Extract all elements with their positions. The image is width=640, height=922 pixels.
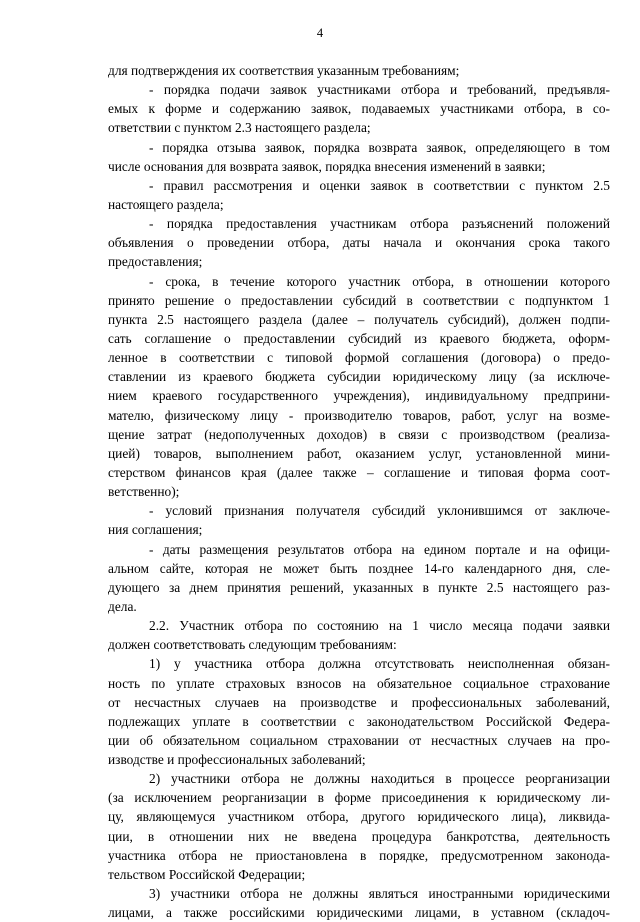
text-line: для подтверждения их соответствия указанным требованиям; — [108, 63, 460, 78]
text-line: стерством финансов края (далее также – соглашение и типовая форма соот- — [108, 464, 610, 480]
text-line: щение затрат (недополученных доходов) в связи с производством (реализа- — [108, 426, 610, 442]
document-body — [108, 61, 610, 922]
text-line: сать соглашение о предоставлении субсидий из краевого бюджета, оформ- — [108, 330, 610, 346]
text-line: ветственно); — [108, 484, 180, 500]
text-line: 3) участники отбора не должны являться иностранными юридическими — [149, 886, 610, 902]
text-line: дела. — [108, 598, 137, 614]
text-line: участника отбора не приостановлена в порядке, предусмотренном законода- — [108, 847, 610, 863]
text-line: мателю, физическому лицу - производителю товаров, работ, услуг на возме- — [108, 407, 610, 423]
text-line: числе основания для возврата заявок, порядка внесения изменений в заявки; — [108, 158, 546, 174]
text-line: - порядка подачи заявок участниками отбора и требований, предъявля- — [149, 82, 610, 98]
text-line: цией) товаров, выполнением работ, оказанием услуг, установленной мини- — [108, 445, 610, 461]
text-line: тельством Российской Федерации; — [108, 866, 306, 882]
text-line: - порядка предоставления участникам отбора разъяснений положений — [149, 216, 610, 232]
text-line: изводстве и профессиональных заболеваний; — [108, 752, 366, 768]
text-line: 2) участники отбора не должны находиться в процессе реорганизации — [149, 771, 610, 787]
text-line: 2.2. Участник отбора по состоянию на 1 число месяца подачи заявки — [149, 618, 610, 634]
text-line: ния соглашения; — [108, 522, 203, 538]
text-line: - условий признания получателя субсидий уклонившимся от заключе- — [149, 503, 610, 519]
text-line: 1) у участника отбора должна отсутствовать неисполненная обязан- — [149, 656, 610, 672]
text-line: пункта 2.5 настоящего раздела (далее – получатель субсидий), должен подпи- — [108, 311, 610, 327]
text-line: нием краевого государственного учреждения), индивидуальному предприни- — [108, 388, 610, 404]
text-line: ответствии с пунктом 2.3 настоящего раздела; — [108, 120, 371, 136]
text-line: должен соответствовать следующим требованиям: — [108, 637, 397, 653]
text-line: - порядка отзыва заявок, порядка возврата заявок, определяющего в том — [149, 139, 610, 155]
text-line: ность по уплате страховых взносов на обязательное социальное страхование — [108, 675, 610, 691]
text-line: ставлении из краевого бюджета субсидии юридическому лицу (за исключе- — [108, 369, 610, 385]
text-line: ленное в соответствии с типовой формой соглашения (договора) о предо- — [108, 350, 610, 366]
text-line: от несчастных случаев на производстве и профессиональных заболеваний, — [108, 694, 610, 710]
text-line: объявления о проведении отбора, даты начала и окончания срока такого — [108, 235, 610, 251]
text-line: (за исключением реорганизации в форме присоединения к юридическому ли- — [108, 790, 610, 806]
page-number: 4 — [316, 26, 324, 40]
text-line: цу, являющемуся участником отбора, другого юридического лица), ликвида- — [108, 809, 610, 825]
text-line: подлежащих уплате в соответствии с законодательством Российской Федера- — [108, 713, 610, 729]
text-line: лицами, а также российскими юридическими лицами, в уставном (складоч- — [108, 905, 610, 921]
text-line: предоставления; — [108, 254, 203, 270]
text-line: емых к форме и содержанию заявок, подаваемых участниками отбора, в со- — [108, 101, 610, 117]
text-line: - правил рассмотрения и оценки заявок в соответствии с пунктом 2.5 — [149, 177, 610, 193]
text-line: настоящего раздела; — [108, 196, 224, 212]
text-line: - срока, в течение которого участник отбора, в отношении которого — [149, 273, 610, 289]
text-line: ции, в отношении них не введена процедура банкротства, деятельность — [108, 828, 610, 844]
text-line: дующего за днем принятия решений, указанных в пункте 2.5 настоящего раз- — [108, 579, 610, 595]
text-line: принято решение о предоставлении субсидий в соответствии с подпунктом 1 — [108, 292, 610, 308]
text-line: альном сайте, которая не может быть позднее 14-го календарного дня, сле- — [108, 560, 610, 576]
text-line: ции об обязательном социальном страховании от несчастных случаев на про- — [108, 732, 610, 748]
text-line: - даты размещения результатов отбора на едином портале и на офици- — [149, 541, 610, 557]
